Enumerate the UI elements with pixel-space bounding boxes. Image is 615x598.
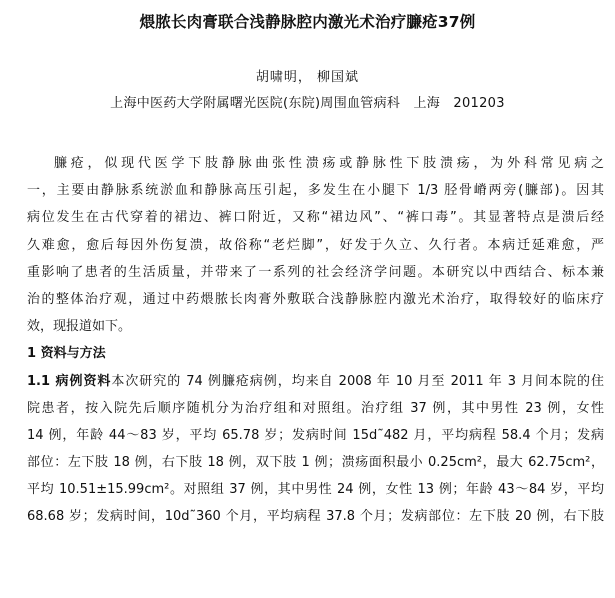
intro-line: 臁疮，似现代医学下肢静脉曲张性溃疡或静脉性下肢溃疡，为外科常见病之 bbox=[54, 156, 604, 171]
subsection-text: 本次研究的 74 例臁疮病例，均来自 2008 年 10 月至 2011 年 3 月间本院的住 bbox=[111, 373, 604, 389]
subsection-line: 14 例，年龄 44～83 岁，平均 65.78 岁；发病时间 15d˜482 月，平均病程 58.4 个月；发病 bbox=[27, 427, 604, 443]
intro-line: 重影响了患者的生活质量，并带来了一系列的社会经济学问题。本研究以中西结合、标本兼 bbox=[27, 264, 604, 280]
paper-body bbox=[27, 150, 604, 531]
intro-line: 效，现报道如下。 bbox=[27, 319, 132, 335]
subsection-line-first bbox=[27, 368, 604, 395]
subsection-line: 平均 10.51±15.99cm²。对照组 37 例，其中男性 24 例，女性 13 例；年龄 43～84 岁，平均 bbox=[27, 482, 604, 498]
authors: 胡啸明， 柳国斌 bbox=[255, 70, 360, 85]
intro-line: 治的整体治疗观，通过中药煨脓长肉膏外敷联合浅静脉腔内激光术治疗，取得较好的临床疗 bbox=[27, 291, 604, 307]
intro-line: 一，主要由静脉系统淤血和静脉高压引起，多发生在小腿下 1/3 胫骨嵴两旁(臁部)。因其 bbox=[27, 183, 604, 199]
intro-line: 病位发生在古代穿着的裙边、裤口附近，又称“裙边风”、“裤口毒”。其显著特点是溃后经 bbox=[27, 210, 604, 226]
subsection-line: 部位：左下肢 18 例，右下肢 18 例，双下肢 1 例；溃疡面积最小 0.25cm²，最大 62.75cm²， bbox=[27, 455, 604, 471]
paper-title: 煨脓长肉膏联合浅静脉腔内激光术治疗臁疮37例 bbox=[139, 13, 476, 31]
subsection-heading: 1.1 病例资料 bbox=[27, 373, 112, 389]
subsection-line: 院患者，按入院先后顺序随机分为治疗组和对照组。治疗组 37 例，其中男性 23 例，女性 bbox=[27, 400, 604, 416]
intro-line: 久难愈，愈后每因外伤复溃，故俗称“老烂脚”，好发于久立、久行者。本病迁延难愈，严 bbox=[27, 237, 604, 253]
section-heading: 1 资料与方法 bbox=[27, 346, 106, 362]
affiliation: 上海中医药大学附属曙光医院(东院)周围血管病科 上海 201203 bbox=[110, 96, 505, 111]
subsection-line: 68.68 岁；发病时间，10d˜360 个月，平均病程 37.8 个月；发病部位：左下肢 20 例，右下肢 bbox=[27, 509, 604, 525]
